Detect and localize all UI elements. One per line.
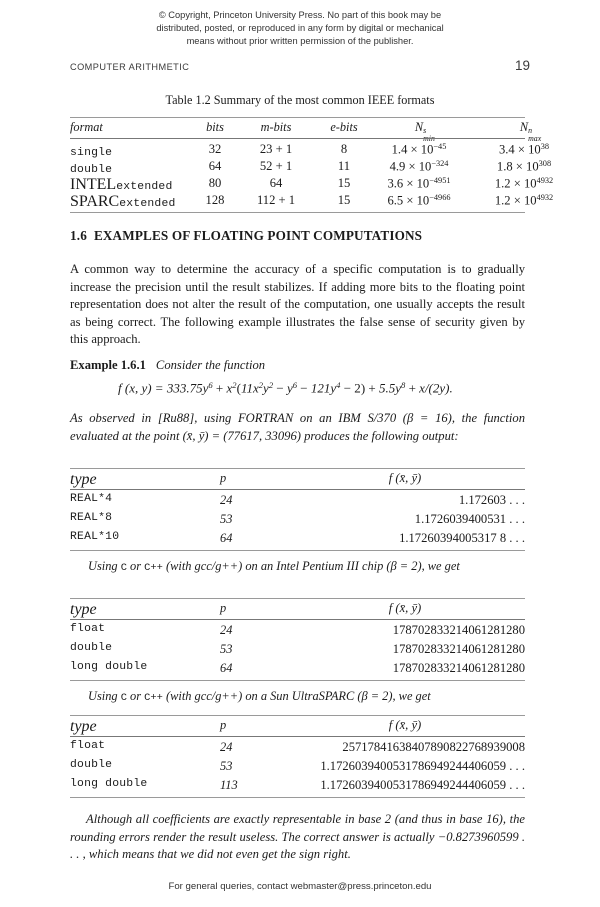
table-fortran-results	[70, 468, 525, 548]
table-sparc-cell-value: 25717841638407890822768939008	[342, 740, 525, 754]
table1-cell-nmin: $3.6 \times 10^{-4951}$	[387, 176, 451, 191]
table-fortran-cell-p: 53	[220, 512, 233, 526]
table-sparc-header-p: p	[220, 718, 227, 732]
table-row	[70, 176, 554, 193]
table1-cell-bits: 32	[208, 142, 222, 156]
table-intel-cell-value: 178702833214061281280	[392, 661, 525, 675]
table1-cell-nmax: $1.2 \times 10^{4932}$	[494, 176, 554, 191]
table-intel-results	[70, 598, 525, 678]
table-intel-cell-value: 178702833214061281280	[392, 623, 525, 637]
table1-cell-nmin: $6.5 \times 10^{-4966}$	[387, 193, 451, 208]
table-sparc-cell-type: float	[70, 740, 106, 752]
table-fortran-cell-value: 1.172603 . . .	[458, 493, 525, 507]
page-number: 19	[514, 58, 530, 73]
table-fortran-cell-value: 1.17260394005317 8 . . .	[399, 531, 525, 545]
table-intel-cell-p: 24	[220, 623, 233, 637]
table-intel-cell-p: 53	[220, 642, 233, 656]
table-fortran-header-value: f (x̄, ȳ)	[388, 471, 422, 485]
table-fortran-cell-p: 64	[220, 531, 233, 545]
note-intel: Using C or C++ (with gcc/g++) on an Intel Pentium III chip (β = 2), we get	[88, 559, 460, 574]
table-fortran-cell-value: 1.1726039400531 . . .	[414, 512, 525, 526]
table-fortran-bottom-rule	[70, 550, 525, 551]
table-intel-cell-type: long double	[70, 661, 148, 673]
table1-cell-bits: 80	[208, 176, 222, 190]
formula-fxy: f (x, $y) = 333.75y^6 + x^2(11x^2y^2 - y^6 - 121y^4 - 2) + 5.5y^8 + x/(2y)$.	[118, 380, 453, 396]
table-intel-cell-value: 178702833214061281280	[392, 642, 525, 656]
note-sparc: Using C or C++ (with gcc/g++) on a Sun UltraSPARC (β = 2), we get	[88, 689, 431, 704]
table1-header-rule	[70, 138, 525, 139]
section-number: 1.6	[70, 228, 87, 243]
table-row	[70, 142, 550, 159]
table-fortran-cell-p: 24	[220, 493, 233, 507]
table-fortran-cell-type: REAL*8	[70, 512, 113, 524]
table1-header-nmax: N n max	[519, 120, 542, 143]
copyright-notice	[133, 9, 467, 49]
table-ieee-formats	[70, 117, 554, 211]
table1-top-rule	[70, 117, 525, 118]
table1-header-row	[70, 120, 542, 143]
running-head	[70, 58, 530, 76]
table1-cell-bits: 64	[208, 159, 222, 173]
table-sparc-cell-value: 1.1726039400531786949244406059 . . .	[320, 759, 525, 773]
section-heading	[70, 228, 422, 244]
table1-cell-format: single	[70, 147, 113, 159]
table-sparc-cell-p: 53	[220, 759, 233, 773]
table1-cell-nmin: $1.4 \times 10^{-45}$	[391, 142, 447, 157]
table-intel-header-rule	[70, 619, 525, 620]
table-sparc-bottom-rule	[70, 797, 525, 798]
table1-cell-format: INTELextended	[70, 176, 173, 193]
table1-cell-mbits: 112 + 1	[256, 193, 296, 207]
table1-cell-format: SPARCextended	[70, 193, 176, 210]
table1-cell-mbits: 52 + 1	[259, 159, 293, 173]
table-sparc-header-rule	[70, 736, 525, 737]
table-intel-header-p: p	[220, 601, 227, 615]
table1-cell-ebits: 15	[337, 176, 351, 190]
copyright-line-3: means without prior written permission of the publisher.	[186, 36, 414, 47]
footer-contact: For general queries, contact webmaster@press.princeton.edu	[168, 881, 432, 892]
table-intel-header-value: f (x̄, ȳ)	[388, 601, 422, 615]
table-fortran-header-rule	[70, 489, 525, 490]
table-fortran-top-rule	[70, 468, 525, 469]
table1-caption: Table 1.2 Summary of the most common IEEE formats	[165, 93, 435, 107]
example-heading	[70, 358, 265, 373]
table-sparc-cell-type: double	[70, 759, 113, 771]
table1-cell-nmax: $1.2 \times 10^{4932}$	[494, 193, 554, 208]
table-intel-bottom-rule	[70, 680, 525, 681]
table1-header-mbits: m-bits	[260, 120, 292, 134]
table1-cell-nmax: $1.8 \times 10^{308}$	[496, 159, 552, 174]
table-sparc-top-rule	[70, 715, 525, 716]
table-row	[70, 193, 554, 210]
section-title: EXAMPLES OF FLOATING POINT COMPUTATIONS	[93, 228, 423, 243]
table-fortran-header-p: p	[220, 471, 227, 485]
paragraph-intro: A common way to determine the accuracy of a specific computation is to gradually increase the precision until the result stabilizes. If adding more bits to the floating point representation does not alter the result of the computation, one usually accepts the result as being correct. The following example illustrates the false sense of security given by this approach.	[70, 262, 525, 347]
table1-cell-nmax: $3.4 \times 10^{38}$	[498, 142, 550, 157]
table1-header-format: format	[70, 120, 103, 134]
table1-cell-ebits: 11	[337, 159, 351, 173]
table-row	[70, 159, 552, 176]
table1-header-nmin: N s	[414, 120, 427, 136]
table-sparc-cell-p: 113	[220, 778, 238, 792]
table-fortran-cell-type: REAL*10	[70, 531, 120, 543]
table-intel-cell-p: 64	[220, 661, 233, 675]
table-intel-cell-type: float	[70, 623, 106, 635]
example-lead: Consider the function	[155, 358, 266, 372]
table-sparc-header-type: type	[70, 718, 97, 735]
table1-header-bits: bits	[206, 120, 224, 134]
table1-cell-mbits: 64	[269, 176, 283, 190]
table-sparc-cell-p: 24	[220, 740, 233, 754]
table-fortran-header-type: type	[70, 471, 97, 488]
table1-cell-nmin: $4.9 \times 10^{-324}$	[389, 159, 449, 174]
table1-cell-ebits: 15	[337, 193, 351, 207]
table1-cell-mbits: 23 + 1	[259, 142, 293, 156]
copyright-line-1: © Copyright, Princeton University Press. No part of this book may be	[158, 10, 442, 20]
running-head-title: COMPUTER ARITHMETIC	[70, 62, 190, 72]
table1-cell-bits: 128	[205, 193, 225, 207]
table-intel-header-type: type	[70, 601, 97, 618]
example-label: Example 1.6.1	[70, 358, 146, 372]
table-sparc-cell-type: long double	[70, 778, 148, 790]
paragraph-fortran-intro: As observed in [Ru88], using FORTRAN on an IBM S/370 (β = 16), the function evaluated at the point (x̄, ȳ) = (77617, 33096) produces the following output:	[70, 411, 525, 443]
table-sparc-cell-value: 1.1726039400531786949244406059 . . .	[320, 778, 525, 792]
table-fortran-cell-type: REAL*4	[70, 493, 113, 505]
table-sparc-results	[70, 715, 525, 795]
table1-bottom-rule	[70, 212, 525, 213]
copyright-line-2: distributed, posted, or reproduced in any form by digital or mechanical	[156, 23, 444, 34]
table1-header-ebits: e-bits	[330, 120, 358, 134]
table-intel-cell-type: double	[70, 642, 113, 654]
table1-cell-format: double	[70, 164, 113, 176]
table-sparc-header-value: f (x̄, ȳ)	[388, 718, 422, 732]
paragraph-conclusion: Although all coefficients are exactly representable in base 2 (and thus in base 16), the rounding errors render the result useless. The correct answer is actually −0.8273960599 . . . , which means that we did not even get the sign right.	[70, 812, 525, 862]
table1-cell-ebits: 8	[340, 142, 348, 156]
table-intel-top-rule	[70, 598, 525, 599]
